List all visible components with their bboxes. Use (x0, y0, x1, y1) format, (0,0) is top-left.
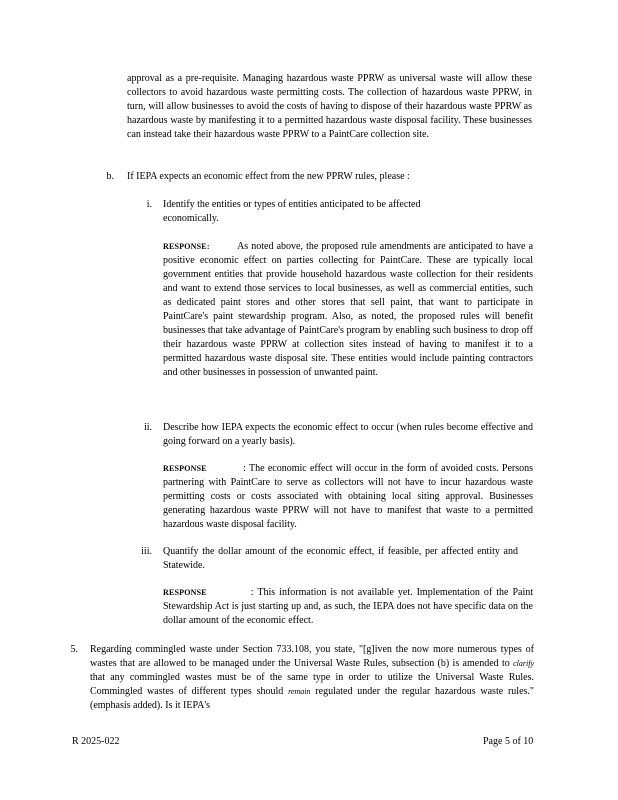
sub-item-iii-response (163, 586, 533, 628)
item-5-emphasis-1: clarify (513, 659, 534, 668)
sub-item-i-response (163, 240, 533, 380)
item-5-text-1: Regarding commingled waste under Section 733.108, you state, "[g]iven the now more numerous types of wastes that are allowed to be managed under the Universal Waste Rules, subsection (b) is amended to (90, 644, 534, 669)
item-5-marker: 5. (70, 644, 78, 655)
item-5-body (90, 643, 534, 713)
sub-item-ii-response (163, 462, 533, 532)
response-text: : The economic effect will occur in the form of avoided costs. Persons partnering with PaintCare to serve as collectors will not have to incur hazardous waste permitting costs or costs associated with obtaining local siting approval. Businesses generating hazardous waste PPRW will not have to manifest that waste to a permitted hazardous waste disposal facility. (163, 463, 534, 530)
item-b-text (127, 170, 527, 184)
response-label: RESPONSE (163, 464, 207, 473)
sub-item-iii-question-text: Quantify the dollar amount of the economic effect, if feasible, per affected entity and Statewide. (163, 546, 518, 571)
sub-item-ii-question (163, 421, 533, 449)
response-text: As noted above, the proposed rule amendments are anticipated to have a positive economic effect on parties collecting for PaintCare. These are typically local government entities that provide household hazardous waste collection for their residents and want to extend those services to local businesses, as well as commercial entities, such as dedicated paint stores and other stores that sell paint, that want to participate in PaintCare's paint stewardship program. Also, as noted, the proposed rules will benefit businesses that take advantage of PaintCare's program by enabling such business to drop off their hazardous waste PPRW at collection sites instead of having to manifest it to a permitted hazardous waste disposal site. These entities would include painting contractors and other businesses in possession of unwanted paint. (163, 241, 534, 378)
sub-item-i-question (163, 198, 473, 226)
item-b-question: If IEPA expects an economic effect from the new PPRW rules, please : (127, 171, 410, 182)
response-label: RESPONSE (163, 588, 207, 597)
footer-page-number: Page 5 of 10 (483, 736, 534, 747)
sub-item-ii-question-text: Describe how IEPA expects the economic effect to occur (when rules become effective and going forward on a yearly basis). (163, 422, 533, 447)
continuation-text: approval as a pre-requisite. Managing hazardous waste PPRW as universal waste will allow these collectors to avoid hazardous waste permitting costs. The collection of hazardous waste PPRW, in turn, will allow businesses to avoid the costs of having to dispose of their hazardous waste PPRW as hazardous waste by manifesting it to a permitted hazardous waste disposal facility. These businesses can instead take their hazardous waste PPRW to a PaintCare collection site. (127, 73, 532, 140)
sub-item-iii-marker: iii. (141, 546, 152, 557)
response-text: : This information is not available yet. Implementation of the Paint Stewardship Act is just starting up and, as such, the IEPA does not have specific data on the dollar amount of the economic effect. (163, 587, 534, 626)
sub-item-i-marker: i. (146, 199, 152, 210)
sub-item-iii-question (163, 545, 518, 573)
sub-item-ii-marker: ii. (143, 422, 152, 433)
continuation-paragraph (127, 72, 532, 142)
item-5-emphasis-2: remain (288, 687, 311, 696)
sub-item-i-question-text: Identify the entities or types of entities anticipated to be affected economically. (163, 199, 421, 224)
item-b-marker: b. (106, 171, 114, 182)
response-label: RESPONSE: (163, 242, 210, 251)
item-5-text-2: that any commingled wastes must be of the same type in order to utilize the Universal Waste Rules. Commingled wastes of different types should (90, 672, 534, 697)
item-5-text-3: regulated under the regular hazardous waste rules." (emphasis added). Is it IEPA's (90, 686, 534, 711)
footer-docket-number: R 2025-022 (72, 736, 120, 747)
